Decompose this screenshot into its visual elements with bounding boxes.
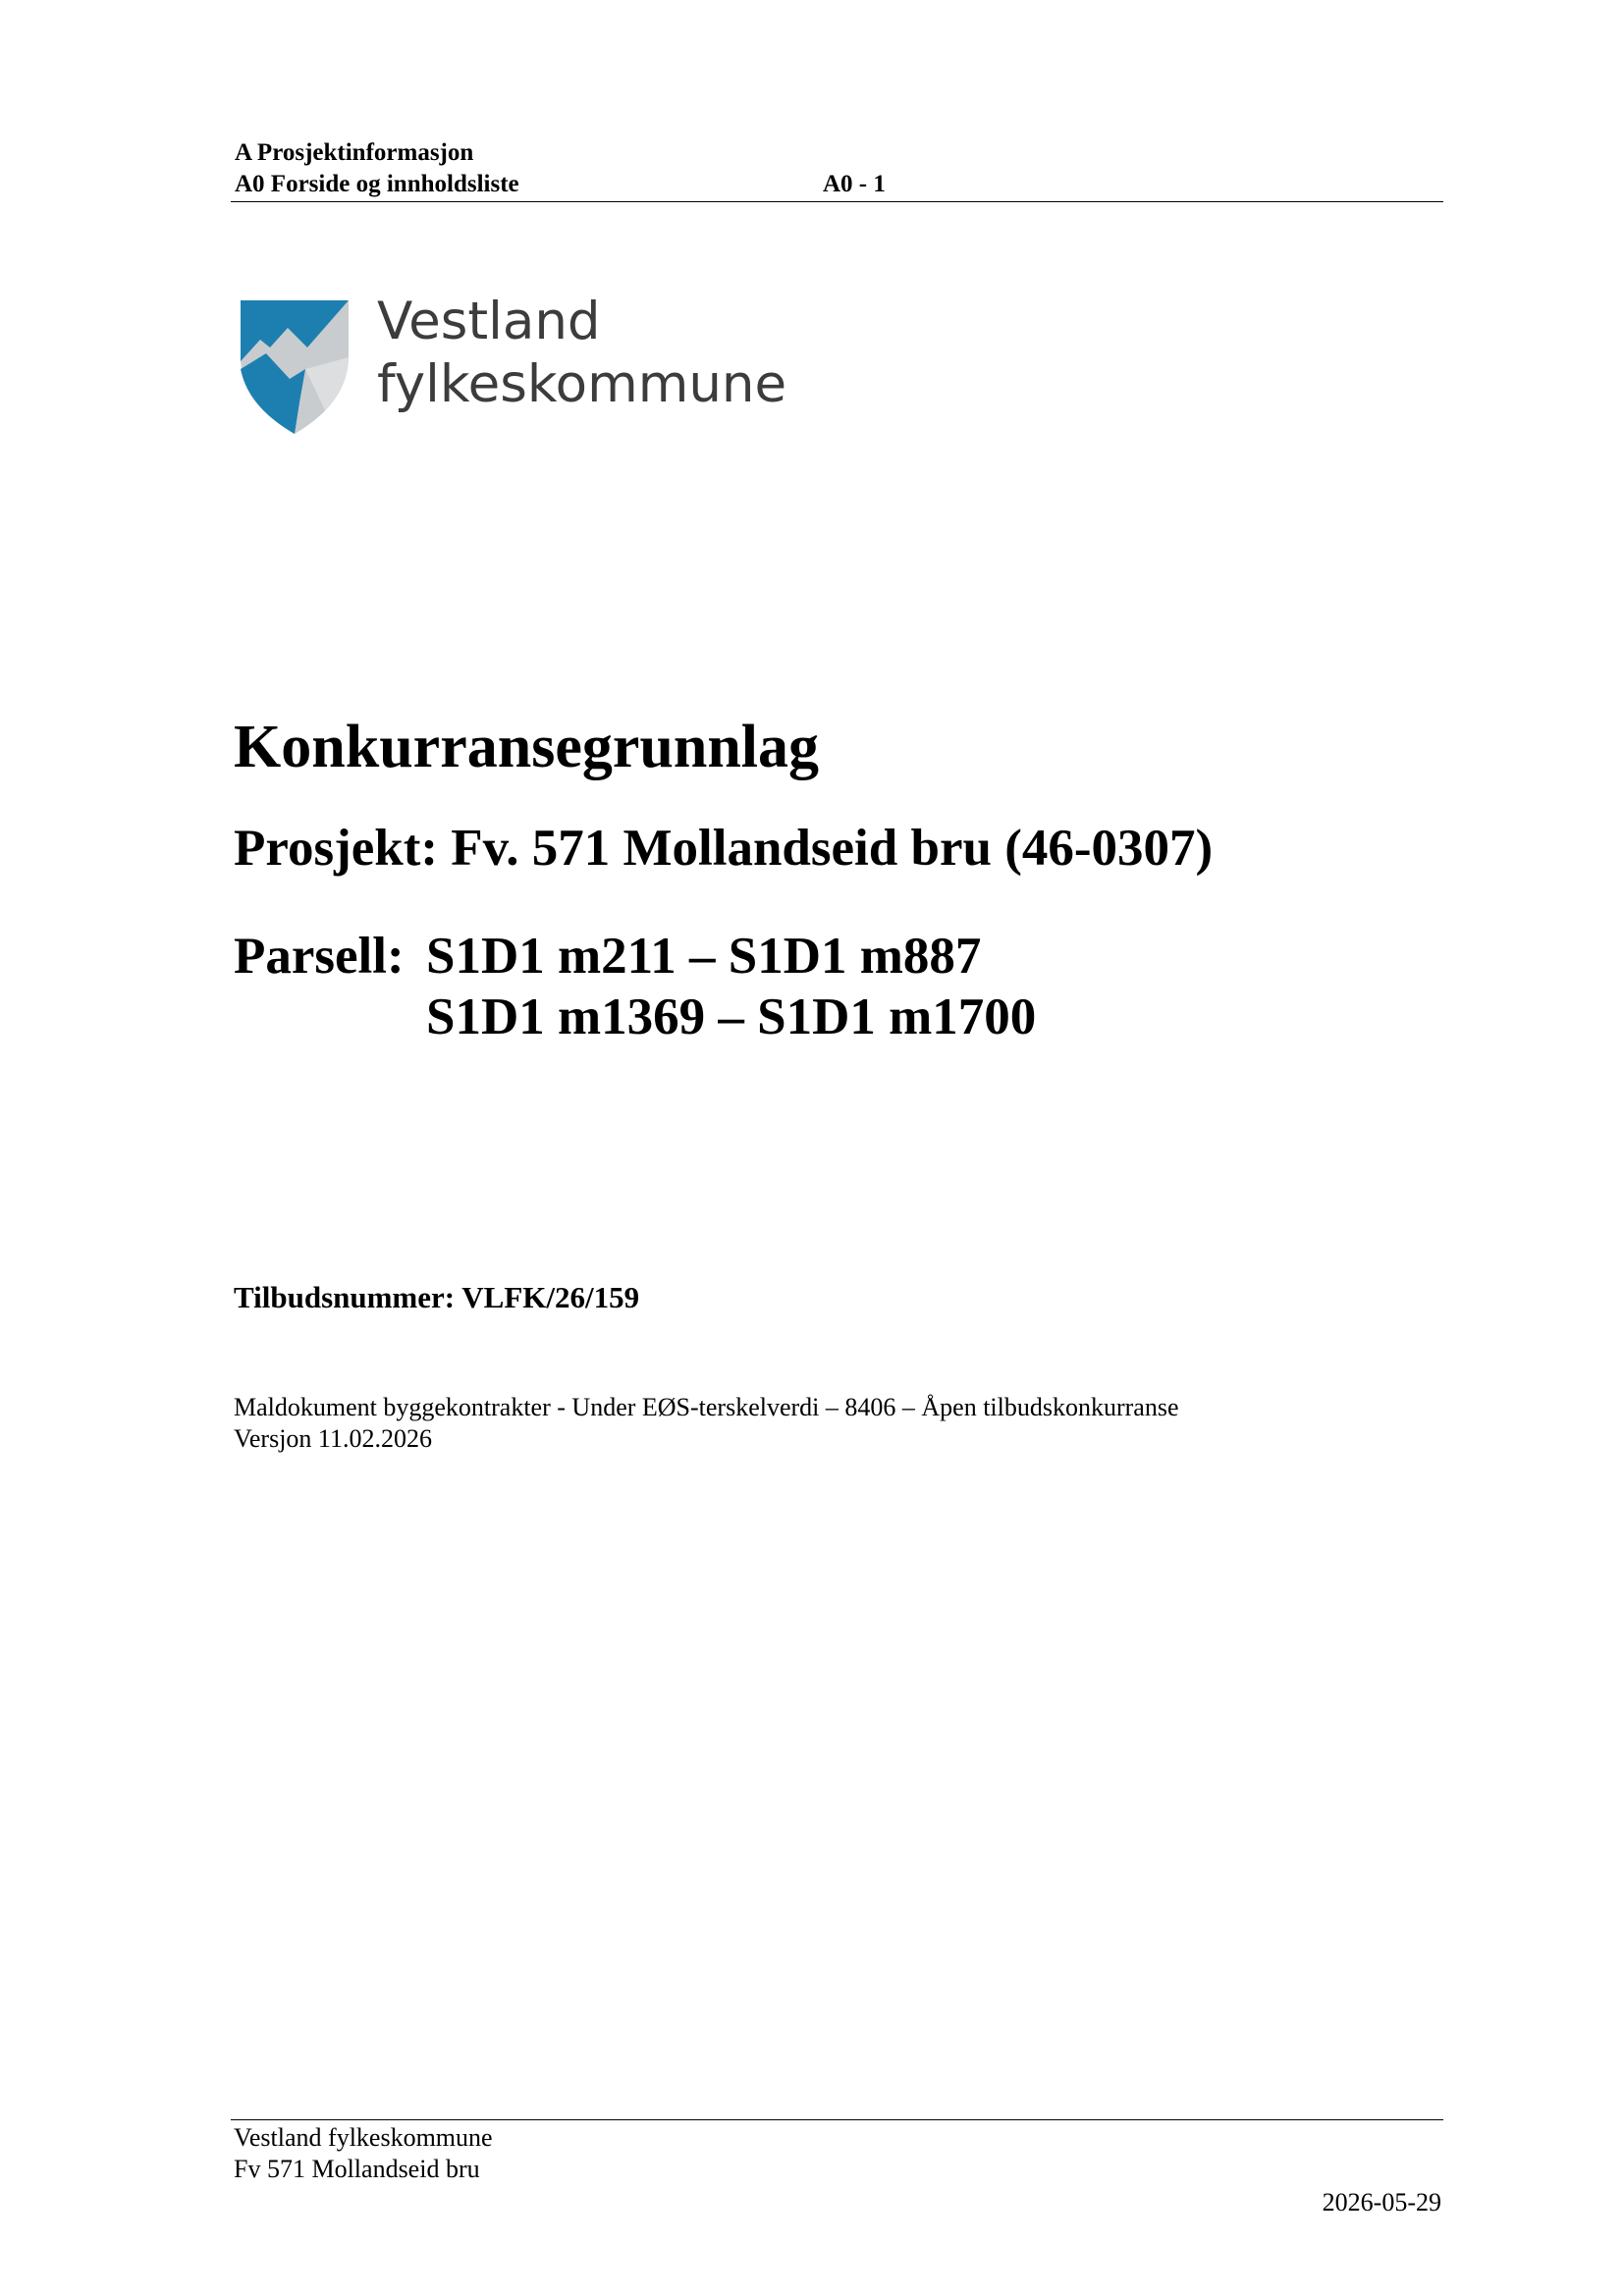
footer-date: 2026-05-29 [1322,2188,1441,2216]
parsell-range-2: S1D1 m1369 – S1D1 m1700 [426,988,1037,1045]
header-page-ref: A0 - 1 [823,171,886,197]
footer-divider [231,2119,1443,2120]
template-version: Versjon 11.02.2026 [234,1424,432,1453]
document-title: Konkurransegrunnlag [234,714,820,780]
logo-wordmark [377,291,786,416]
vestland-shield-logo [241,300,349,434]
footer-project: Fv 571 Mollandseid bru [234,2155,480,2183]
tender-number: Tilbudsnummer: VLFK/26/159 [234,1280,640,1314]
project-line: Prosjekt: Fv. 571 Mollandseid bru (46-0307) [234,820,1214,877]
header-subsection: A0 Forside og innholdsliste [235,171,519,197]
logo-line-fylkeskommune: fylkeskommune [377,354,787,414]
template-description: Maldokument byggekontrakter - Under EØS-terskelverdi – 8406 – Åpen tilbudskonkurranse [234,1393,1179,1421]
header-divider [231,201,1443,202]
parsell-range-1: S1D1 m211 – S1D1 m887 [426,928,982,985]
header-section: A Prosjektinformasjon [235,139,474,166]
logo-line-vestland: Vestland [377,292,601,351]
parsell-label: Parsell: [234,928,405,985]
footer-organisation: Vestland fylkeskommune [234,2123,493,2152]
